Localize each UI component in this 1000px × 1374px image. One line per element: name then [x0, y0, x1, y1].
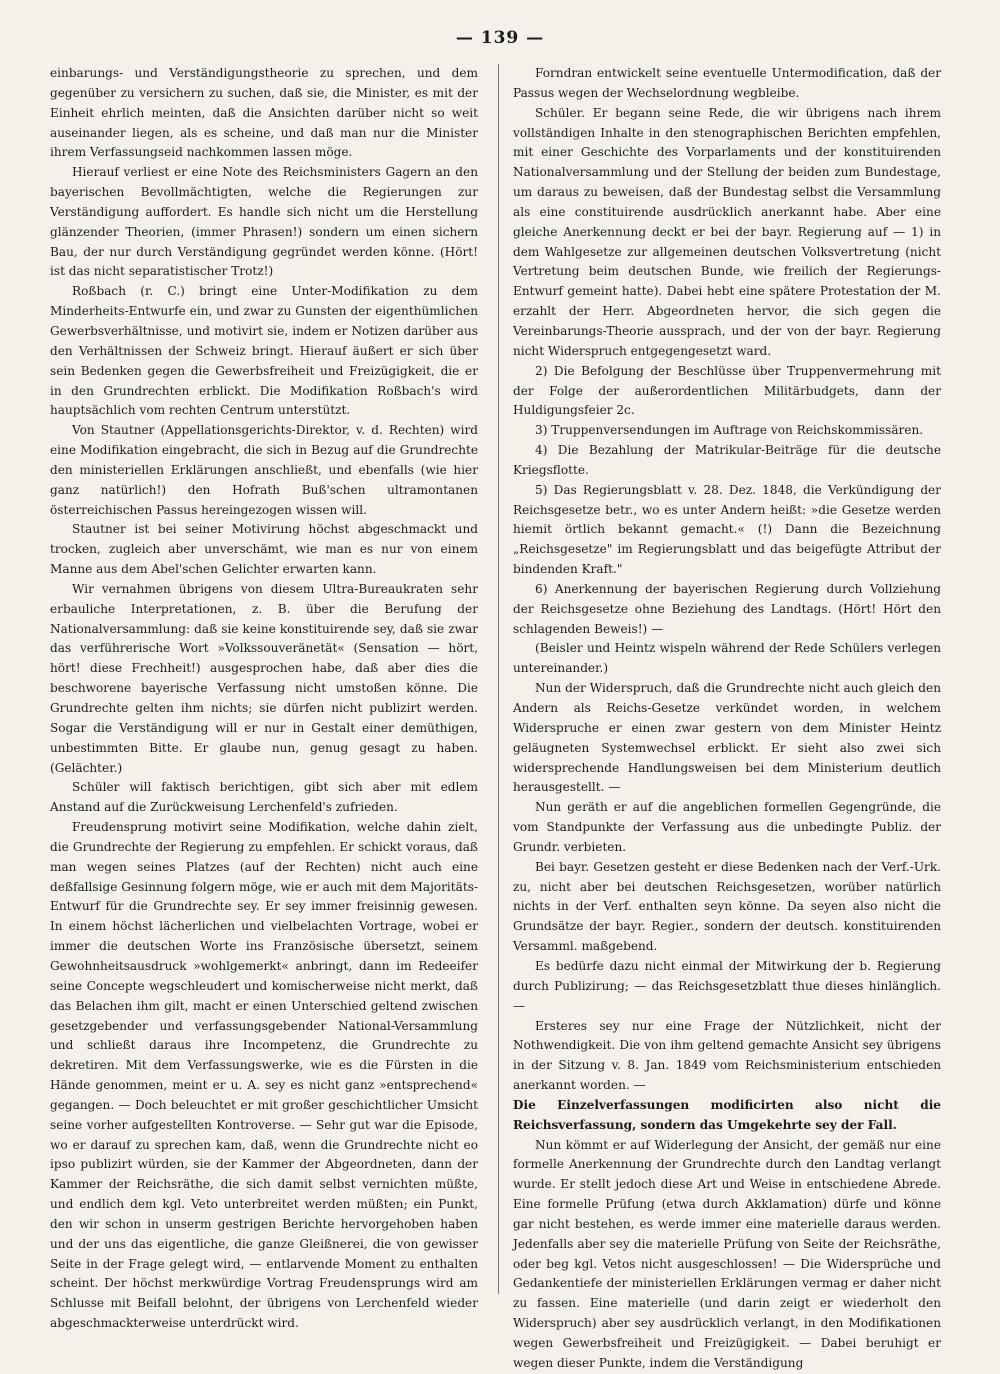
paragraph: Schüler will faktisch berichtigen, gibt sich aber mit edlem Anstand auf die Zurückweisung Lerchenfeld's zufrieden. [50, 780, 478, 815]
paragraph: Schüler. Er begann seine Rede, die wir übrigens nach ihrem vollständigen Inhalte in den stenographischen Berichten empfehlen, mit einer Geschichte des Vorparlaments und der konstituirenden Nationalversammlung und der Stellung der beiden zum Bundestage, um daraus zu beweisen, daß der Bundestag selbst die Versammlung als eine constituirende ausdrücklich anerkannt habe. Aber eine gleiche Anerkennung deckt er bei der bayr. Regierung auf — 1) in dem Wahlgesetze zur allgemeinen deutschen Volksvertretung (nicht Vertretung beim deutschen Bunde, wie freilich der Regierungs-Entwurf gemeint hatte). Dabei hebt eine spätere Protestation der M. erzahlt der Herr. Abgeordneten hervor, die sich gegen die Vereinbarungs-Theorie aussprach, und der von der bayr. Regierung nicht Widerspruch entgegengesetzt ward. [513, 105, 941, 358]
paragraph: Bei bayr. Gesetzen gesteht er diese Bedenken nach der Verf.-Urk. zu, nicht aber bei deutschen Reichsgesetzen, worüber natürlich nichts in der Verf. enthalten seyn könne. Da seyen also nicht die Grundsätze der bayr. Regier., sondern der deutsch. konstituirenden Versamml. maßgebend. [513, 859, 941, 954]
paragraph: Es bedürfe dazu nicht einmal der Mitwirkung der b. Regierung durch Publizirung; — das Reichsgesetzblatt thue dieses hinlänglich. — [513, 958, 941, 1013]
paragraph: Nun kömmt er auf Widerlegung der Ansicht, der gemäß nur eine formelle Anerkennung der Grundrechte durch den Landtag verlangt wurde. Er stellt jedoch diese Art und Weise in entschiedene Abrede. Eine formelle Prüfung (etwa durch Akklamation) dürfe und könne gar nicht bestehen, es werde immer eine materielle daraus werden. Jedenfalls aber sey die materielle Prüfung von Seite der Reichsräthe, oder beg kgl. Vetos nicht ausgeschlossen! — Die Widersprüche und Gedankentiefe der ministeriellen Erklärungen vermag er daher nicht zu fassen. Eine materielle (und darin zeigt er wiederholt den Widerspruch) aber sey ausdrücklich verlangt, in den Modifikationen wegen Gewerbsfreiheit und Freizügigkeit. — Dabei beruhigt er wegen dieser Punkte, indem die Verständigung [513, 1137, 941, 1370]
paragraph: einbarungs- und Verständigungstheorie zu sprechen, und dem gegenüber zu versichern zu suchen, daß sie, die Minister, es mit der Einheit ehrlich meinten, daß die Ansichten darüber nicht so weit auseinander liegen, als es scheine, und daß man nur die Minister ihrem Verfassungseid nachkommen lassen möge. [50, 66, 478, 160]
paragraph: Von Stautner (Appellationsgerichts-Direktor, v. d. Rechten) wird eine Modifikation eingebracht, die sich in Bezug auf die Grundrechte den ministeriellen Erklärungen anschließt, und ebenfalls (wie hier ganz natürlich!) den Hofrath Buß'schen ultramontanen österreichischen Passus hereingezogen wissen will. [50, 423, 478, 517]
paragraph: Roßbach (r. C.) bringt eine Unter-Modifikation zu dem Minderheits-Entwurfe ein, und zwar zu Gunsten der eigenthümlichen Gewerbsverhältnisse, und motivirt sie, indem er Notizen darüber aus den Verhältnissen der Schweiz bringt. Hierauf äußert er sich über sein Bedenken gegen die Gewerbsfreiheit und Freizügigkeit, die er in den Grundrechten erblickt. Die Modifikation Roßbach's wird hauptsächlich vom rechten Centrum unterstützt. [50, 284, 478, 418]
paragraph: 2) Die Befolgung der Beschlüsse über Truppenvermehrung mit der Folge der außerordentlichen Militärbudgets, dann der Huldigungsfeier 2c. [513, 363, 941, 418]
paragraph: Nun der Widerspruch, daß die Grundrechte nicht auch gleich den Andern als Reichs-Gesetze verkündet worden, in welchem Widerspruche er einen zwar gestern von dem Minister Heintz geläugneten Systemwechsel erblickt. Er sieht also zwei sich widersprechende Handlungsweisen bei dem Ministerium deutlich herausgestellt. — [513, 681, 941, 795]
paragraph: Freudensprung motivirt seine Modifikation, welche dahin zielt, die Grundrechte der Regierung zu empfehlen. Er schickt voraus, daß man wegen seines Platzes (auf der Rechten) nicht auch eine deßfallsige Gesinnung folgern möge, wie er auch mit dem Majoritäts-Entwurf für die Grundrechte sey. Er sey immer freisinnig gewesen. In einem höchst lächerlichen und vielbelachten Vortrage, wobei er immer die deutschen Worte ins Französische übersetzt, seinem Gewohnheitsausdruck »wohlgemerkt« anbringt, dann im Redeeifer seine Concepte wegschleudert und komischerweise nicht merkt, daß das Belachen ihm gilt, macht er einen Unterschied geltend zwischen gesetzgebender und verfassungsgebender National-Versammlung und schließt daraus ihre Incompetenz, die Grundrechte zu dekretiren. Mit dem Verfassungswerke, wie es die Fürsten in die Hände genommen, meint er u. A. sey es nicht ganz »entsprechend« gegangen. — Doch beleuchtet er mit großer geschichtlicher Umsicht seine vorher aufgestellten Kontroverse. — Sehr gut war die Episode, wo er darauf zu sprechen kam, daß, wenn die Grundrechte nicht eo ipso publizirt würden, sie der Kammer der Abgeordneten, dann der Kammer der Reichsräthe, die sich damit selbst vernichten müßte, und endlich dem kgl. Veto unterbreitet werden müßten; ein Punkt, den wir schon in unserm gestrigen Berichte hervorgehoben haben und der uns das eigentliche, die ganze Gleißnerei, die von gewisser Seite in der Frage gelegt wird, — entlarvende Moment zu enthalten scheint. Der höchst merkwürdige Vortrag Freudensprungs wird am Schlusse mit Beifall belohnt, der übrigens von Lerchenfeld wieder abgeschmackterweise unterdrückt wird. [50, 820, 478, 1331]
paragraph: 6) Anerkennung der bayerischen Regierung durch Vollziehung der Reichsgesetze ohne Beziehung des Landtags. (Hört! Hört den schlagenden Beweis!) — [513, 581, 941, 636]
right-column [513, 64, 941, 1374]
paragraph: Stautner ist bei seiner Motivirung höchst abgeschmackt und trocken, zugleich aber unverschämt, wie man es nur von einem Manne aus dem Abel'schen Gelichter erwarten kann. [50, 522, 478, 577]
left-column [50, 64, 478, 1334]
paragraph: 4) Die Bezahlung der Matrikular-Beiträge für die deutsche Kriegsflotte. [513, 443, 941, 477]
column-divider [498, 64, 499, 1294]
paragraph: Forndran entwickelt seine eventuelle Untermodification, daß der Passus wegen der Wechselordnung wegbleibe. [513, 66, 941, 100]
paragraph: 5) Das Regierungsblatt v. 28. Dez. 1848, die Verkündigung der Reichsgesetze betr., wo es unter Andern heißt: »die Gesetze werden hiemit örtlich bekannt gemacht.« (!) Dann die Bezeichnung „Reichsgesetze" im Regierungsblatt und das beigefügte Attribut der bindenden Kraft." [513, 482, 941, 577]
paragraph: Ersteres sey nur eine Frage der Nützlichkeit, nicht der Nothwendigkeit. Die von ihm geltend gemachte Ansicht sey übrigens in der Sitzung v. 8. Jan. 1849 vom Reichsministerium entschieden anerkannt worden. — [513, 1018, 941, 1093]
paragraph: Wir vernahmen übrigens von diesem Ultra-Bureaukraten sehr erbauliche Interpretationen, z. B. über die Berufung der Nationalversammlung: daß sie keine konstituirende sey, daß sie zwar das verführerische Wort »Volkssouveränetät« (Sensation — hört, hört! diese Frechheit!) ausgesprochen habe, daß aber dies die beschworene bayerische Verfassung nicht umstoßen könne. Die Grundrechte gelten ihm nichts; sie dürfen nicht publizirt werden. Sogar die Verständigung will er nur in Gestalt einer demüthigen, unbestimmten Bitte. Er glaube nun, genug gesagt zu haben. (Gelächter.) [50, 581, 478, 775]
page-number: — 139 — [455, 28, 545, 48]
paragraph: 3) Truppenversendungen im Auftrage von Reichskommissären. [535, 423, 924, 438]
paragraph: (Beisler und Heintz wispeln während der Rede Schülers verlegen untereinander.) [513, 641, 941, 676]
paragraph: Nun geräth er auf die angeblichen formellen Gegengründe, die vom Standpunkte der Verfassung aus die unbedingte Publiz. der Grundr. verbieten. [513, 800, 941, 854]
section-heading: Die Einzelverfassungen modificirten also nicht die Reichsverfassung, sondern das Umgekehrte sey der Fall. [513, 1097, 941, 1132]
paragraph: Hierauf verliest er eine Note des Reichsministers Gagern an den bayerischen Bevollmächtigten, welche die Regierungen zur Verständigung auffordert. Es handle sich nicht um die Herstellung glänzender Theorien, (immer Phrasen!) sondern um einen sichern Bau, der nur durch Verständigung gegründet werden könne. (Hört! ist das nicht separatistischer Trotz!) [50, 165, 478, 279]
